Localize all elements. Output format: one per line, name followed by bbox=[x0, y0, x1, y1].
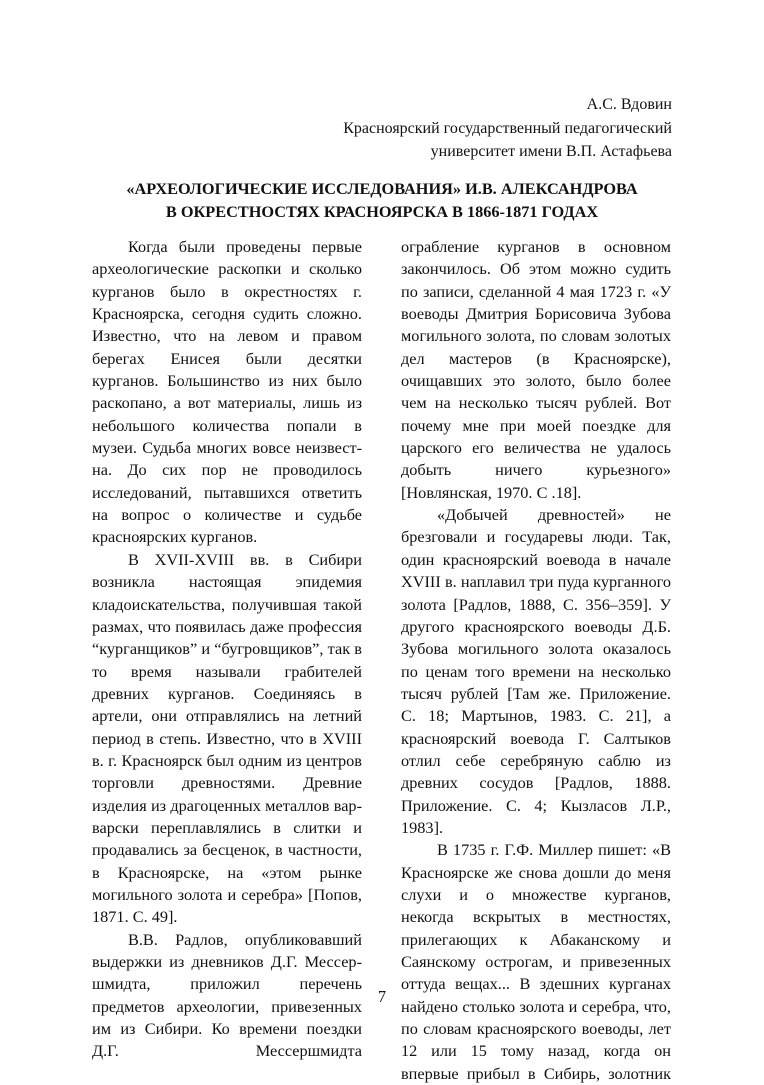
title-line-2: В ОКРЕСТНОСТЯХ КРАСНОЯРСКА В 1866-1871 ГОДАХ bbox=[165, 201, 599, 221]
paragraph: ограбление курганов в основном закончилось. Об этом можно судить по записи, сделанной 4 мая 1723 г. «У воеводы Дмитрия Борисовича Зубова могильного золота, по словам золотых дел мастеров (в Красноярске), очищавших это золото, было более чем на несколько тысяч рублей. Вот почему мне при моей поездке для царского его величества не удалось добыть ничего курьезного» [Новлянская, 1970. С .18]. bbox=[401, 237, 671, 502]
left-column bbox=[92, 236, 362, 1063]
paragraph: Когда были проведены первые археологические раскопки и сколько курганов было в окрестностях г. Красноярска, сегодня судить сложно. Известно, что на левом и правом берегах Енисея были десятки курганов. Большинство из них было раскопано, а вот материалы, лишь из небольшого количества попали в музеи. Судьба многих вовсе неизвестна. До сих пор не проводилось исследований, пытавшихся ответить на вопрос о количестве и судьбе красноярских курганов. bbox=[92, 237, 362, 547]
affiliation-line-2: университет имени В.П. Астафьева bbox=[430, 143, 672, 160]
affiliation-line-1: Красноярский государственный педагогический bbox=[343, 119, 672, 137]
paragraph: В XVII-XVIII вв. в Сибири возникла настоящая эпидемия кладоискательства, получившая такой размах, что появилась даже профессия “курганщиков” и “бугровщиков”, так в то время называли грабителей древних курганов. Соединяясь в артели, они отправлялись на летний период в степь. Известно, что в XVIII в. г. Красноярск был одним из центров торговли древностями. Древние изделия из драгоценных металлов варварски переплавлялись в слитки и продавались за бесценок, в частности, в Красноярске, на «этом рынке могильного золота и серебра» [Попов, 1871. С. 49]. bbox=[92, 549, 362, 927]
author-name: А.С. Вдовин bbox=[586, 96, 672, 113]
paragraph: В 1735 г. Г.Ф. Миллер пишет: «В Красноярске же снова дошли до меня слухи и о множестве курганов, некогда вскрытых в местностях, прилегающих к Абаканскому и Саянскому острогам, и привезенных оттуда вещах... В здешних курганах найдено столько золота и серебра, что, по словам красноярского воеводы, лет 12 или 15 тому назад, когда он впервые прибыл в Сибирь, золотник bbox=[401, 840, 671, 1083]
paragraph: В.В. Радлов, опубликовавший выдержки из дневников Д.Г. Мессершмидта, приложил перечень предметов археологии, привезенных им из Сибири. Ко времени поездки Д.Г. Мессершмидта bbox=[92, 929, 362, 1061]
title-line-1: «АРХЕОЛОГИЧЕСКИЕ ИССЛЕДОВАНИЯ» И.В. АЛЕКСАНДРОВА bbox=[126, 179, 638, 198]
page-number: 7 bbox=[377, 987, 387, 1006]
paragraph: «Добычей древностей» не брезговали и государевы люди. Так, один красноярский воевода в начале XVIII в. наплавил три пуда курганного золота [Радлов, 1888, С. 356–359]. У другого красноярского воеводы Д.Б. Зубова могильного золота оказалось по ценам того времени на несколько тысяч рублей [Там же. Приложение. С. 18; Мартынов, 1983. С. 21], а красноярский воевода Г. Салтыков отлил себе серебряную саблю из древних сосудов [Радлов, 1888. Приложение. С. 4; Кызласов Л.Р., 1983]. bbox=[401, 505, 671, 837]
right-column bbox=[401, 236, 671, 1085]
author-block bbox=[343, 93, 672, 164]
article-title bbox=[0, 178, 764, 223]
